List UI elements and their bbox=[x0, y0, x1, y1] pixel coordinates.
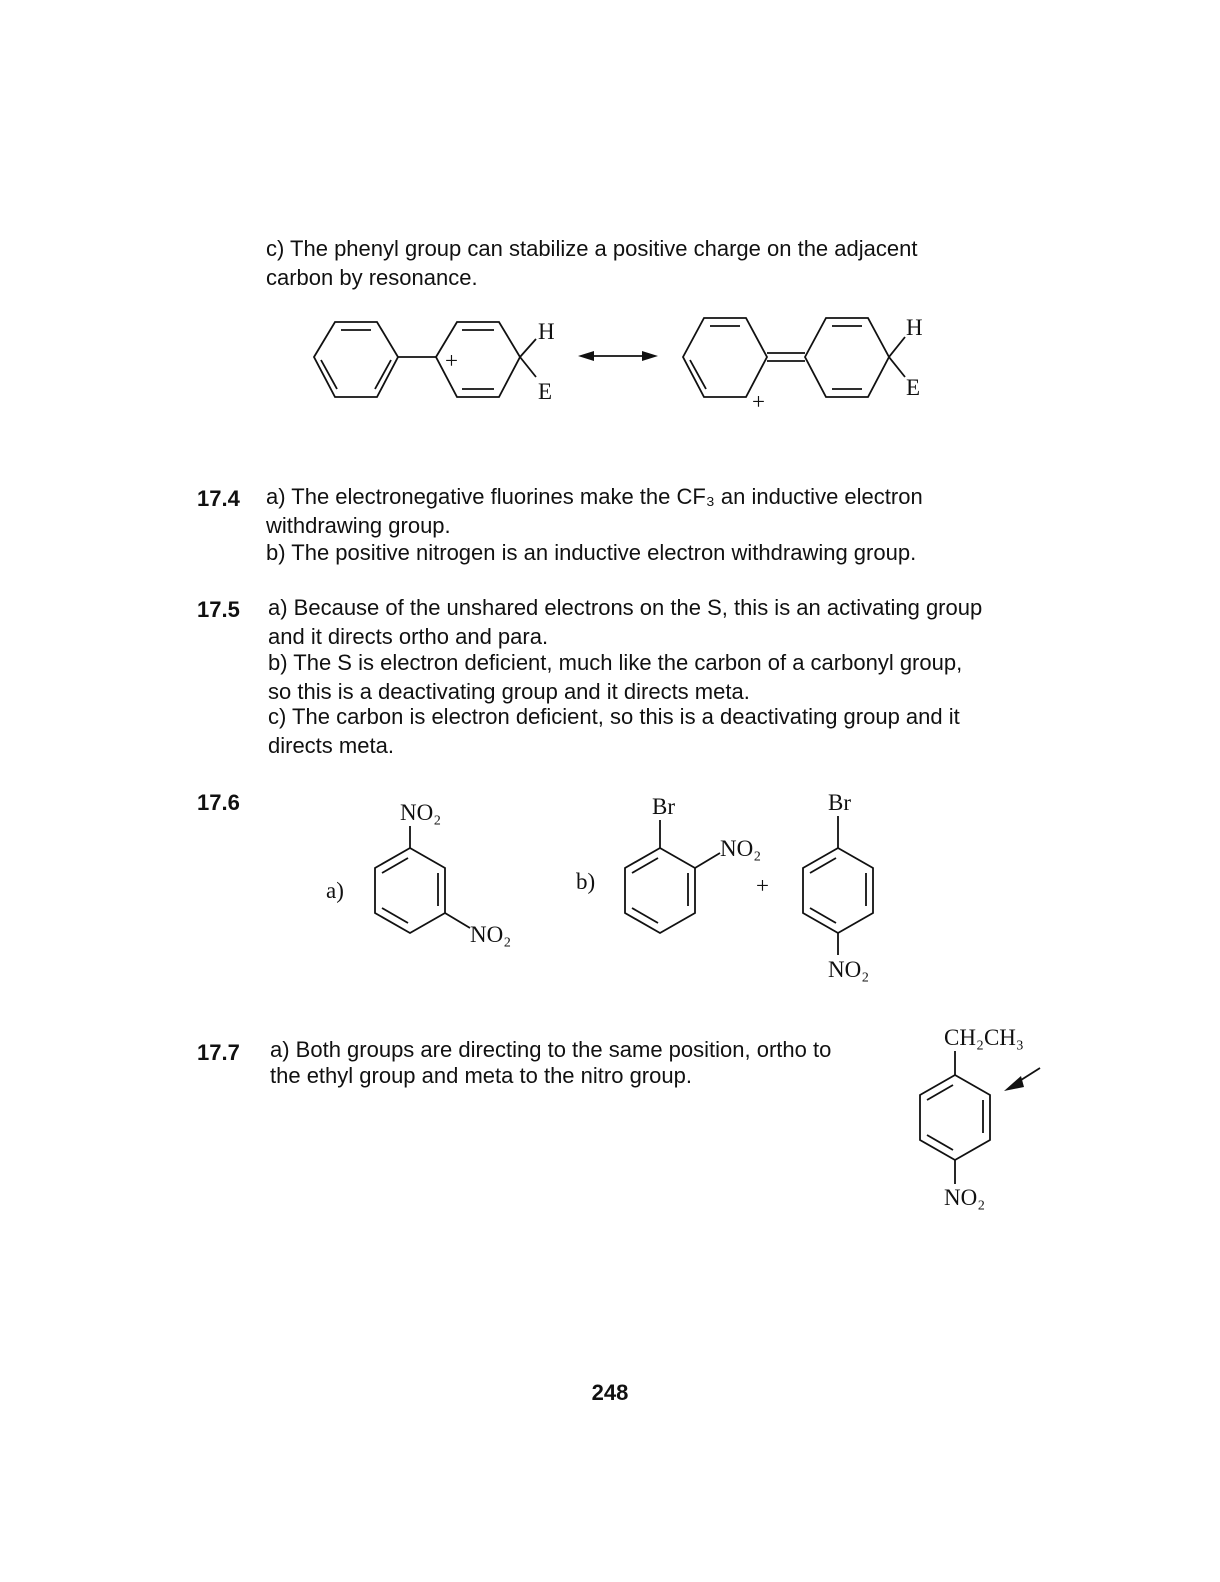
benzene-ring-b-1 bbox=[625, 848, 695, 933]
nitro-label-b-2: NO₂ bbox=[828, 957, 870, 982]
resonance-structure-1 bbox=[314, 319, 555, 404]
label-b: b) bbox=[576, 869, 596, 894]
cyclohexadienyl-ring bbox=[683, 318, 767, 397]
bromo-label-b-1: Br bbox=[652, 794, 675, 819]
problem-17-5-line-4: so this is a deactivating group and it directs meta. bbox=[268, 679, 750, 704]
ethyl-label: CH₂CH₃ bbox=[944, 1025, 1024, 1050]
problem-17-4-line-1: a) The electronegative fluorines make the CF₃ an inductive electron bbox=[266, 484, 923, 509]
structure-17-6-b-ortho bbox=[576, 794, 769, 933]
cyclohexadiene-ring bbox=[805, 318, 889, 397]
plus-sign: + bbox=[756, 873, 769, 898]
problem-number-17-4: 17.4 bbox=[197, 486, 240, 511]
phenyl-ring bbox=[314, 322, 398, 397]
problem-17-5-line-2: and it directs ortho and para. bbox=[268, 624, 549, 649]
problem-number-17-5: 17.5 bbox=[197, 597, 240, 622]
nitro-label-a-2: NO₂ bbox=[470, 922, 512, 947]
part-c-line-1: c) The phenyl group can stabilize a positive charge on the adjacent bbox=[266, 236, 918, 261]
electrophile-label-1: E bbox=[538, 379, 553, 404]
resonance-arrow bbox=[578, 351, 658, 361]
problem-17-5-line-5: c) The carbon is electron deficient, so this is a deactivating group and it bbox=[268, 704, 960, 729]
hydrogen-label-1: H bbox=[538, 319, 555, 344]
problem-17-4-line-2: withdrawing group. bbox=[266, 513, 451, 538]
hydrogen-label-2: H bbox=[906, 315, 923, 340]
electrophile-label-2: E bbox=[906, 375, 921, 400]
resonance-structure-2 bbox=[683, 315, 923, 414]
nitro-label-17-7: NO₂ bbox=[944, 1185, 986, 1210]
problem-17-5-line-6: directs meta. bbox=[268, 733, 394, 758]
positive-charge-2: + bbox=[752, 389, 765, 414]
problem-number-17-7: 17.7 bbox=[197, 1040, 240, 1065]
problem-17-4-line-3: b) The positive nitrogen is an inductive electron withdrawing group. bbox=[266, 540, 917, 565]
structure-17-6-b-para bbox=[803, 790, 873, 982]
problem-17-5-line-3: b) The S is electron deficient, much like the carbon of a carbonyl group, bbox=[268, 650, 963, 675]
structure-17-7 bbox=[920, 1025, 1040, 1210]
nitro-label-a-1: NO₂ bbox=[400, 800, 442, 825]
problem-17-7-line-1: a) Both groups are directing to the same position, ortho to bbox=[270, 1037, 832, 1062]
problem-number-17-6: 17.6 bbox=[197, 790, 240, 815]
nitro-label-b-1: NO₂ bbox=[720, 836, 762, 861]
structure-17-6-a bbox=[326, 800, 511, 947]
problem-17-7-line-2: the ethyl group and meta to the nitro group. bbox=[270, 1063, 692, 1088]
positive-charge-1: + bbox=[445, 348, 458, 373]
bromo-label-b-2: Br bbox=[828, 790, 851, 815]
benzene-ring-b-2 bbox=[803, 848, 873, 933]
benzene-ring-a bbox=[375, 848, 445, 933]
problem-17-5-line-1: a) Because of the unshared electrons on the S, this is an activating group bbox=[268, 595, 983, 620]
label-a: a) bbox=[326, 878, 344, 903]
benzene-ring-17-7 bbox=[920, 1075, 990, 1160]
page-number: 248 bbox=[591, 1380, 629, 1405]
part-c-line-2: carbon by resonance. bbox=[266, 265, 478, 290]
